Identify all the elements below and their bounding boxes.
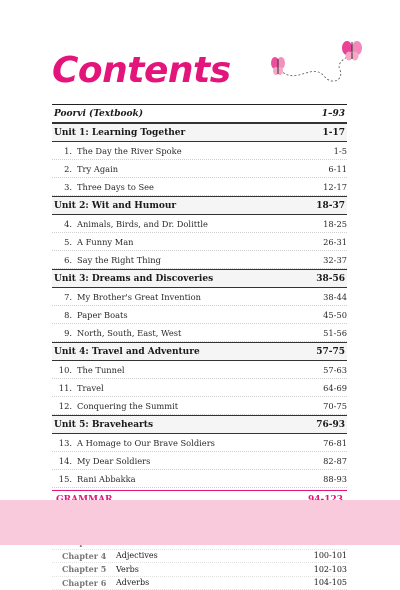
chapter-number: 5. [54,237,72,247]
grammar-chapter-label: Chapter 4 [62,551,108,561]
chapter-pages: 6-11 [328,164,347,174]
unit-row[interactable] [52,269,347,288]
chapter-pages: 57-63 [323,365,347,375]
unit-pages: 1-17 [322,128,345,138]
unit-label: Unit 4: Travel and Adventure [54,347,200,357]
chapter-left [52,255,161,265]
chapter-title: Paper Boats [77,310,128,320]
unit-row[interactable] [52,196,347,215]
chapter-number: 11. [54,383,72,393]
chapter-number: 7. [54,292,72,302]
chapter-title: A Homage to Our Brave Soldiers [77,438,215,448]
chapter-pages: 38-44 [323,292,347,302]
chapter-pages: 51-56 [323,328,347,338]
chapter-number: 12. [54,401,72,411]
chapter-left [52,383,104,393]
chapter-row[interactable] [52,215,347,233]
chapter-pages: 76-81 [323,438,347,448]
grammar-chapter-pages: 104-105 [314,578,347,587]
chapter-title: A Funny Man [77,237,134,247]
grammar-chapter-title: Verbs [116,565,139,574]
unit-row[interactable] [52,415,347,434]
chapter-row[interactable] [52,251,347,269]
chapter-row[interactable] [52,470,347,488]
grammar-chapter-left [52,564,139,574]
chapter-number: 8. [54,310,72,320]
chapter-pages: 70-75 [323,401,347,411]
unit-pages: 18-37 [316,201,345,211]
grammar-chapter-label: Chapter 5 [62,564,108,574]
chapter-number: 14. [54,456,72,466]
chapter-number: 13. [54,438,72,448]
chapter-title: My Brother's Great Invention [77,292,201,302]
chapter-number: 2. [54,164,72,174]
chapter-left [52,365,125,375]
page-title: Contents [52,50,231,91]
chapter-left [52,401,178,411]
chapter-row[interactable] [52,397,347,415]
chapter-pages: 88-93 [323,474,347,484]
chapter-title: Three Days to See [77,182,154,192]
unit-pages: 57-75 [316,347,345,357]
grammar-chapter-left [52,578,149,588]
chapter-pages: 12-17 [323,182,347,192]
unit-row[interactable] [52,342,347,361]
chapter-title: The Tunnel [77,365,125,375]
chapter-left [52,328,181,338]
chapter-number: 6. [54,255,72,265]
chapter-pages: 18-25 [323,219,347,229]
butterfly-icon [266,40,362,88]
grammar-chapter-pages: 102-103 [314,565,347,574]
grammar-chapter-title: Adjectives [116,551,158,560]
chapter-left [52,310,128,320]
chapter-left [52,219,208,229]
chapter-title: Travel [77,383,104,393]
chapter-row[interactable] [52,361,347,379]
chapter-pages: 64-69 [323,383,347,393]
textbook-pages: 1–93 [322,109,345,119]
grammar-chapter-row[interactable] [52,563,347,577]
chapter-row[interactable] [52,324,347,342]
grammar-chapter-label: Chapter 6 [62,578,108,588]
chapter-pages: 82-87 [323,456,347,466]
unit-row[interactable] [52,123,347,142]
chapter-title: Rani Abbakka [77,474,136,484]
unit-pages: 38-56 [316,274,345,284]
chapter-row[interactable] [52,452,347,470]
chapter-left [52,237,134,247]
chapter-row[interactable] [52,379,347,397]
chapter-pages: 45-50 [323,310,347,320]
chapter-left [52,146,182,156]
chapter-pages: 32-37 [323,255,347,265]
chapter-row[interactable] [52,306,347,324]
chapter-left [52,292,201,302]
footer-band [0,500,400,545]
chapter-row[interactable] [52,233,347,251]
units-list [52,123,347,488]
chapter-title: My Dear Soldiers [77,456,150,466]
grammar-chapter-row[interactable] [52,550,347,564]
chapter-title: Conquering the Summit [77,401,178,411]
chapter-row[interactable] [52,178,347,196]
grammar-chapter-pages: 100-101 [314,551,347,560]
chapter-row[interactable] [52,288,347,306]
grammar-chapter-left [52,551,158,561]
chapter-row[interactable] [52,160,347,178]
grammar-chapter-row[interactable] [52,577,347,590]
unit-label: Unit 5: Bravehearts [54,420,153,430]
chapter-number: 3. [54,182,72,192]
unit-label: Unit 3: Dreams and Discoveries [54,274,213,284]
chapter-number: 9. [54,328,72,338]
chapter-row[interactable] [52,142,347,160]
chapter-left [52,474,136,484]
chapter-pages: 1-5 [334,146,347,156]
chapter-number: 10. [54,365,72,375]
chapter-left [52,164,118,174]
chapter-number: 15. [54,474,72,484]
chapter-title: The Day the River Spoke [77,146,182,156]
chapter-title: Animals, Birds, and Dr. Dolittle [77,219,208,229]
textbook-label: Poorvi (Textbook) [54,109,143,119]
unit-label: Unit 2: Wit and Humour [54,201,176,211]
chapter-pages: 26-31 [323,237,347,247]
unit-pages: 76-93 [316,420,345,430]
chapter-left [52,438,215,448]
chapter-title: North, South, East, West [77,328,181,338]
chapter-left [52,182,154,192]
grammar-chapter-title: Adverbs [116,578,149,587]
chapter-row[interactable] [52,434,347,452]
chapter-number: 1. [54,146,72,156]
chapter-left [52,456,150,466]
chapter-number: 4. [54,219,72,229]
unit-label: Unit 1: Learning Together [54,128,185,138]
textbook-row[interactable] [52,104,347,123]
chapter-title: Try Again [77,164,118,174]
chapter-title: Say the Right Thing [77,255,161,265]
